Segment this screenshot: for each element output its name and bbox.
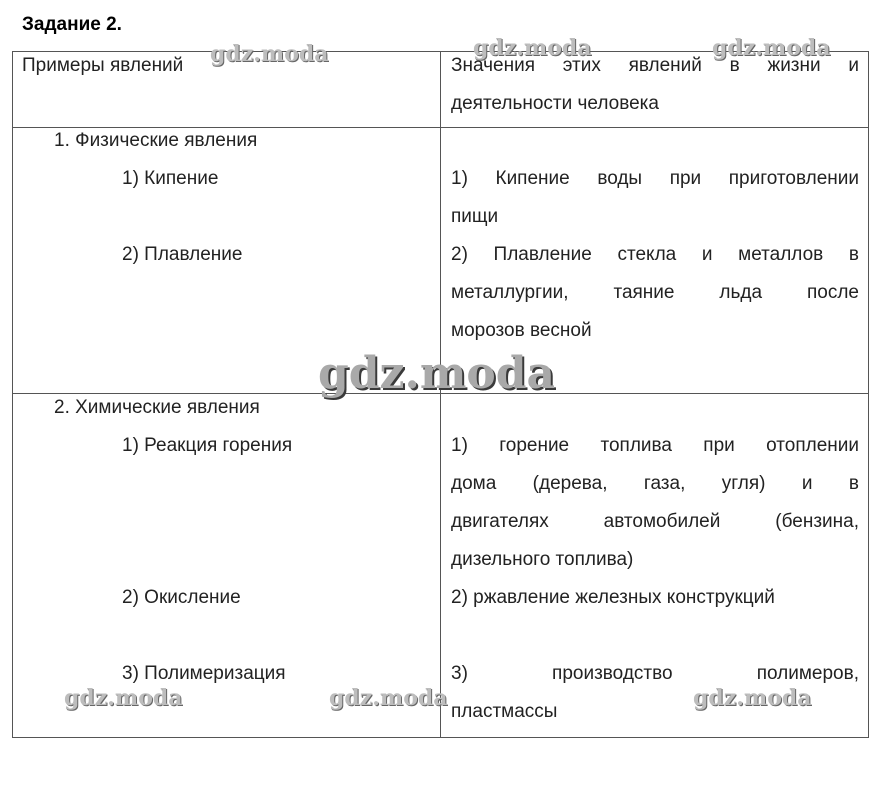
header-significance-line1: Значения этих явлений в жизни и [451, 55, 859, 76]
task-title: Задание 2. [22, 14, 122, 35]
watermark-logo-large: gdz.moda [318, 348, 556, 399]
item-label-oxidation: 2) Окисление [122, 587, 241, 608]
table-border-left [12, 51, 13, 738]
item-value-melting-line3: морозов весной [451, 320, 592, 341]
item-value-melting-line1: 2) Плавление стекла и металлов в [451, 244, 859, 265]
watermark-logo: gdz.moda [712, 35, 831, 61]
item-label-polymerization: 3) Полимеризация [122, 663, 286, 684]
item-label-melting: 2) Плавление [122, 244, 243, 265]
header-examples: Примеры явлений [22, 55, 184, 76]
item-value-polymerization-line2: пластмассы [451, 701, 558, 722]
column-divider [440, 51, 441, 738]
item-value-combustion-line2: дома (дерева, газа, угля) и в [451, 473, 859, 494]
section-heading-physical: 1. Физические явления [54, 130, 258, 151]
item-value-combustion-line3: двигателях автомобилей (бензина, [451, 511, 859, 532]
item-value-melting-line2: металлургии, таяние льда после [451, 282, 859, 303]
watermark-logo: gdz.moda [473, 35, 592, 61]
watermark-logo: gdz.moda [210, 41, 329, 67]
watermark-logo: gdz.moda [64, 685, 183, 711]
section-heading-chemical: 2. Химические явления [54, 397, 260, 418]
item-label-combustion: 1) Реакция горения [122, 435, 293, 456]
item-value-combustion-line4: дизельного топлива) [451, 549, 634, 570]
phenomena-table [12, 51, 869, 738]
item-value-oxidation-line1: 2) ржавление железных конструкций [451, 587, 775, 608]
item-value-boiling-line1: 1) Кипение воды при приготовлении [451, 168, 859, 189]
item-value-boiling-line2: пищи [451, 206, 499, 227]
item-label-boiling: 1) Кипение [122, 168, 219, 189]
watermark-logo: gdz.moda [693, 685, 812, 711]
item-value-polymerization-line1: 3) производство полимеров, [451, 663, 859, 684]
table-border-right [868, 51, 869, 738]
item-value-combustion-line1: 1) горение топлива при отоплении [451, 435, 859, 456]
header-significance-line2: деятельности человека [451, 93, 659, 114]
watermark-logo: gdz.moda [329, 685, 448, 711]
